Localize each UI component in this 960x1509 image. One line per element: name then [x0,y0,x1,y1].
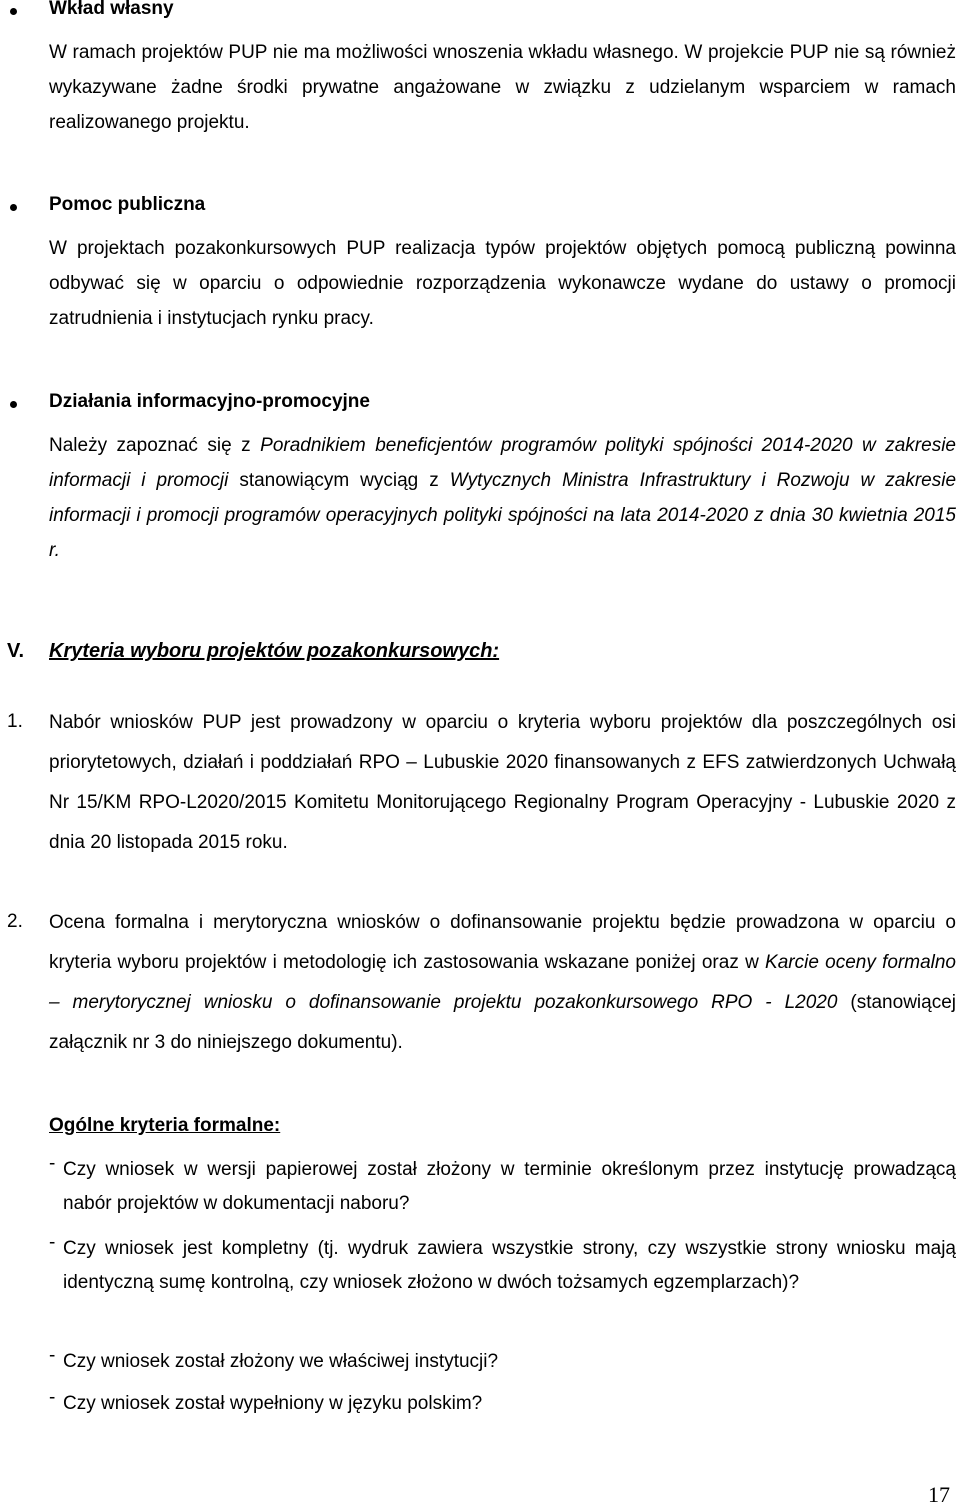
subheading: Ogólne kryteria formalne: [49,1115,281,1136]
text-run: stanowiącym wyciąg z [228,470,450,491]
list-item [49,1345,956,1379]
list-item-text: Czy wniosek został złożony we właściwej instytucji? [63,1351,499,1372]
dash-marker: - [49,1232,56,1253]
list-item-text: Czy wniosek został wypełniony w języku polskim? [63,1393,483,1414]
numbered-paragraph: Nabór wniosków PUP jest prowadzony w oparciu o kryteria wyboru projektów dla poszczególnych osi priorytetowych, działań i poddziałań RPO – Lubuskie 2020 finansowanych z EFS zatwierdzonych Uchwałą Nr 15/KM RPO-L2020/2015 Komitetu Monitorującego Regionalny Program Operacyjny - Lubuskie 2020 z dnia 20 listopada 2015 roku. [49,712,956,853]
bullet-paragraph [49,428,956,568]
bullet-heading: Pomoc publiczna [49,194,206,215]
text-run-italic: Poradnikiem beneficjentów programów polityki spójności 2014-2020 w zakresie informacji i promocji [49,435,956,491]
numbered-paragraph [49,903,956,1063]
list-item [49,1232,956,1300]
bullet-dot [10,204,17,211]
dash-marker: - [49,1345,56,1366]
text-run: Ocena formalna i merytoryczna wniosków o dofinansowanie projektu będzie prowadzona w oparciu o kryteria wyboru projektów i metodologię ich zastosowania wskazane poniżej oraz w [49,912,956,973]
bullet-dot [10,8,17,15]
bullet-paragraph: W ramach projektów PUP nie ma możliwości wnoszenia wkładu własnego. W projekcie PUP nie są również wykazywane żadne środki prywatne angażowane w związku z udzielanym wsparciem w ramach realizowanego projektu. [49,42,956,133]
bullet-dot [10,401,17,408]
section-title-text: Kryteria wyboru projektów pozakonkursowych: [49,640,500,662]
text-run-italic: Wytycznych Ministra Infrastruktury i Rozwoju w zakresie informacji i promocji programów operacyjnych polityki spójności na lata 2014-2020 z dnia 30 kwietnia 2015 r. [49,470,957,561]
list-item [49,1387,956,1421]
dash-marker: - [49,1387,56,1408]
page-number: 17 [928,1482,950,1507]
list-item [49,1153,956,1221]
list-number: 1. [7,711,23,732]
dash-marker: - [49,1153,56,1174]
section-number: V. [7,640,25,662]
bullet-paragraph: W projektach pozakonkursowych PUP realizacja typów projektów objętych pomocą publiczną powinna odbywać się w oparciu o odpowiednie rozporządzenia wykonawcze wydane do ustawy o promocji zatrudnienia i instytucjach rynku pracy. [49,238,956,329]
bullet-heading: Działania informacyjno-promocyjne [49,391,370,412]
list-item-text: Czy wniosek jest kompletny (tj. wydruk zawiera wszystkie strony, czy wszystkie strony wniosku mają identyczną sumę kontrolną, czy wniosek złożono w dwóch tożsamych egzemplarzach)? [63,1238,956,1293]
text-run: (stanowiącej załącznik nr 3 do niniejszego dokumentu). [49,992,956,1053]
section-title [7,640,499,663]
bullet-heading: Wkład własny [49,0,174,19]
list-number: 2. [7,911,23,932]
text-run-italic: Karcie oceny formalno – merytorycznej wniosku o dofinansowanie projektu pozakonkursowego RPO - L2020 [49,952,956,1013]
list-item-text: Czy wniosek w wersji papierowej został złożony w terminie określonym przez instytucję prowadzącą nabór projektów w dokumentacji naboru? [63,1159,956,1214]
text-run: Należy zapoznać się z [49,435,261,456]
